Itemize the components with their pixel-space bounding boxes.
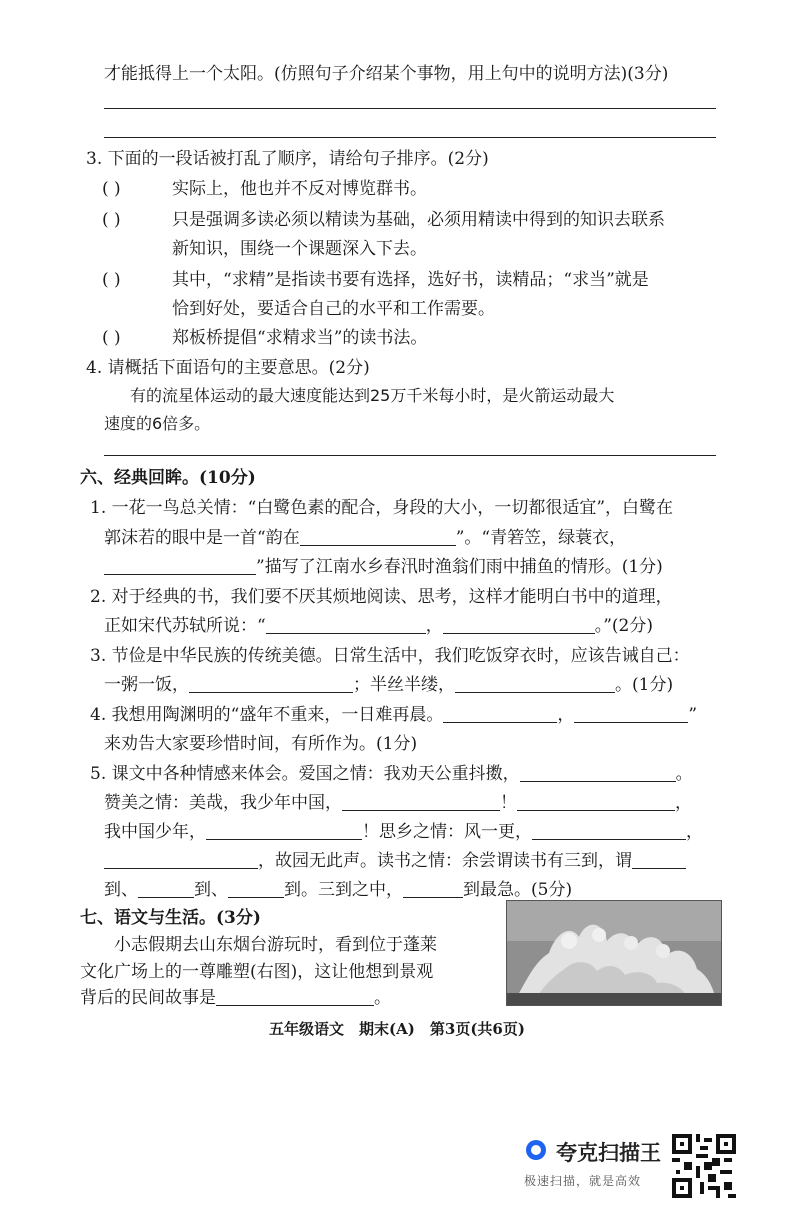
blank-s6-q5d[interactable] xyxy=(206,822,362,840)
s7-text-1: 小志假期去山东烟台游玩时，看到位于蓬莱 xyxy=(114,935,437,955)
page-footer: 五年级语文 期末(A) 第3页(共6页) xyxy=(269,1020,525,1038)
section-7-heading: 七、语文与生活。(3分) xyxy=(80,908,261,928)
blank-s7[interactable] xyxy=(216,988,374,1006)
qr-code-icon xyxy=(672,1134,736,1198)
s6-q2-line1: 2. 对于经典的书，我们要不厌其烦地阅读、思考，这样才能明白书中的道理， xyxy=(90,587,673,607)
blank-s6-q4a[interactable] xyxy=(443,705,557,723)
s6-q5-line5: 到、 到、 到。三到之中， 到最急。(5分) xyxy=(104,880,573,900)
order-box-1[interactable]: ( ) xyxy=(102,179,121,199)
scanner-logo-icon xyxy=(526,1140,546,1160)
blank-s6-q3a[interactable] xyxy=(189,675,353,693)
s6-q1-line1: 1. 一花一鸟总关情：“白鹭色素的配合，身段的大小，一切都很适宜”，白鹭在 xyxy=(90,498,674,518)
blank-s6-q3b[interactable] xyxy=(455,675,615,693)
blank-s6-q5j[interactable] xyxy=(403,880,463,898)
s6-q3-line2: 一粥一饭， ；半丝半缕， 。(1分) xyxy=(104,675,674,695)
q2-instruction-line: 才能抵得上一个太阳。(仿照句子介绍某个事物，用上句中的说明方法)(3分) xyxy=(104,64,669,84)
order-sentence-2a: 只是强调多读必须以精读为基础，必须用精读中得到的知识去联系 xyxy=(172,210,665,230)
order-sentence-1: 实际上，他也并不反对博览群书。 xyxy=(172,179,427,199)
s6-q5-line4: ，故园无此声。读书之情：余尝谓读书有三到，谓 xyxy=(104,849,686,873)
blank-s6-q5f[interactable] xyxy=(104,851,258,869)
order-sentence-4: 郑板桥提倡“求精求当”的读书法。 xyxy=(172,328,428,348)
q4-passage-1: 有的流星体运动的最大速度能达到25万千米每小时，是火箭运动最大 xyxy=(130,386,615,405)
section-6-heading: 六、经典回眸。(10分) xyxy=(80,468,256,488)
q3-prompt: 3. 下面的一段话被打乱了顺序，请给句子排序。(2分) xyxy=(86,149,489,169)
blank-s6-q1a[interactable] xyxy=(300,528,456,546)
answer-line-2[interactable] xyxy=(104,137,716,138)
s6-q5-line3: 我中国少年， ！思乡之情：风一更， ， xyxy=(104,822,703,842)
s6-q4-line1: 4. 我想用陶渊明的“盛年不重来，一日难再晨。 ， ” xyxy=(90,705,698,725)
blank-s6-q5c[interactable] xyxy=(517,793,675,811)
order-sentence-3a: 其中，“求精”是指读书要有选择，选好书，读精品；“求当”就是 xyxy=(172,270,649,290)
s7-text-2: 文化广场上的一尊雕塑(右图)，这让他想到景观 xyxy=(80,962,434,982)
blank-s6-q2a[interactable] xyxy=(266,616,426,634)
blank-s6-q5a[interactable] xyxy=(520,764,676,782)
scanner-brand-name: 夸克扫描王 xyxy=(556,1141,661,1165)
blank-s6-q4b[interactable] xyxy=(574,705,688,723)
q4-passage-2: 速度的6倍多。 xyxy=(104,414,211,433)
s7-text-3: 背后的民间故事是 。 xyxy=(80,988,391,1008)
order-box-2[interactable]: ( ) xyxy=(102,210,121,230)
s6-q5-line2: 赞美之情：美哉，我少年中国， ！ ， xyxy=(104,793,692,813)
blank-s6-q5b[interactable] xyxy=(342,793,500,811)
blank-s6-q5i[interactable] xyxy=(228,880,284,898)
s6-q3-line1: 3. 节俭是中华民族的传统美德。日常生活中，我们吃饭穿衣时，应该告诫自己： xyxy=(90,646,690,666)
answer-line-1[interactable] xyxy=(104,108,716,109)
s6-q1-line3: ”描写了江南水乡春汛时渔翁们雨中捕鱼的情形。(1分) xyxy=(104,555,663,579)
blank-s6-q5g[interactable] xyxy=(632,851,686,869)
blank-s6-q5h[interactable] xyxy=(138,880,194,898)
scanner-slogan: 极速扫描，就是高效 xyxy=(524,1174,642,1188)
order-sentence-3b: 恰到好处，要适合自己的水平和工作需要。 xyxy=(172,299,495,319)
q4-prompt: 4. 请概括下面语句的主要意思。(2分) xyxy=(86,358,370,378)
sculpture-image-icon xyxy=(507,901,721,1005)
blank-s6-q5e[interactable] xyxy=(532,822,686,840)
blank-s6-q2b[interactable] xyxy=(443,616,595,634)
order-box-3[interactable]: ( ) xyxy=(102,270,121,290)
s6-q4-line2: 来劝告大家要珍惜时间，有所作为。(1分) xyxy=(104,734,418,754)
order-box-4[interactable]: ( ) xyxy=(102,328,121,348)
order-sentence-2b: 新知识，围绕一个课题深入下去。 xyxy=(172,239,427,259)
sculpture-photo xyxy=(506,900,722,1006)
s6-q5-line1: 5. 课文中各种情感来体会。爱国之情：我劝天公重抖擞， 。 xyxy=(90,764,693,784)
scanner-watermark xyxy=(518,1134,668,1164)
s6-q2-line2: 正如宋代苏轼所说：“ ， 。”(2分) xyxy=(104,616,653,636)
s6-q1-line2: 郭沫若的眼中是一首“韵在 ”。“青箬笠，绿蓑衣， xyxy=(104,528,627,548)
answer-line-q4[interactable] xyxy=(104,455,716,456)
blank-s6-q1b[interactable] xyxy=(104,557,256,575)
